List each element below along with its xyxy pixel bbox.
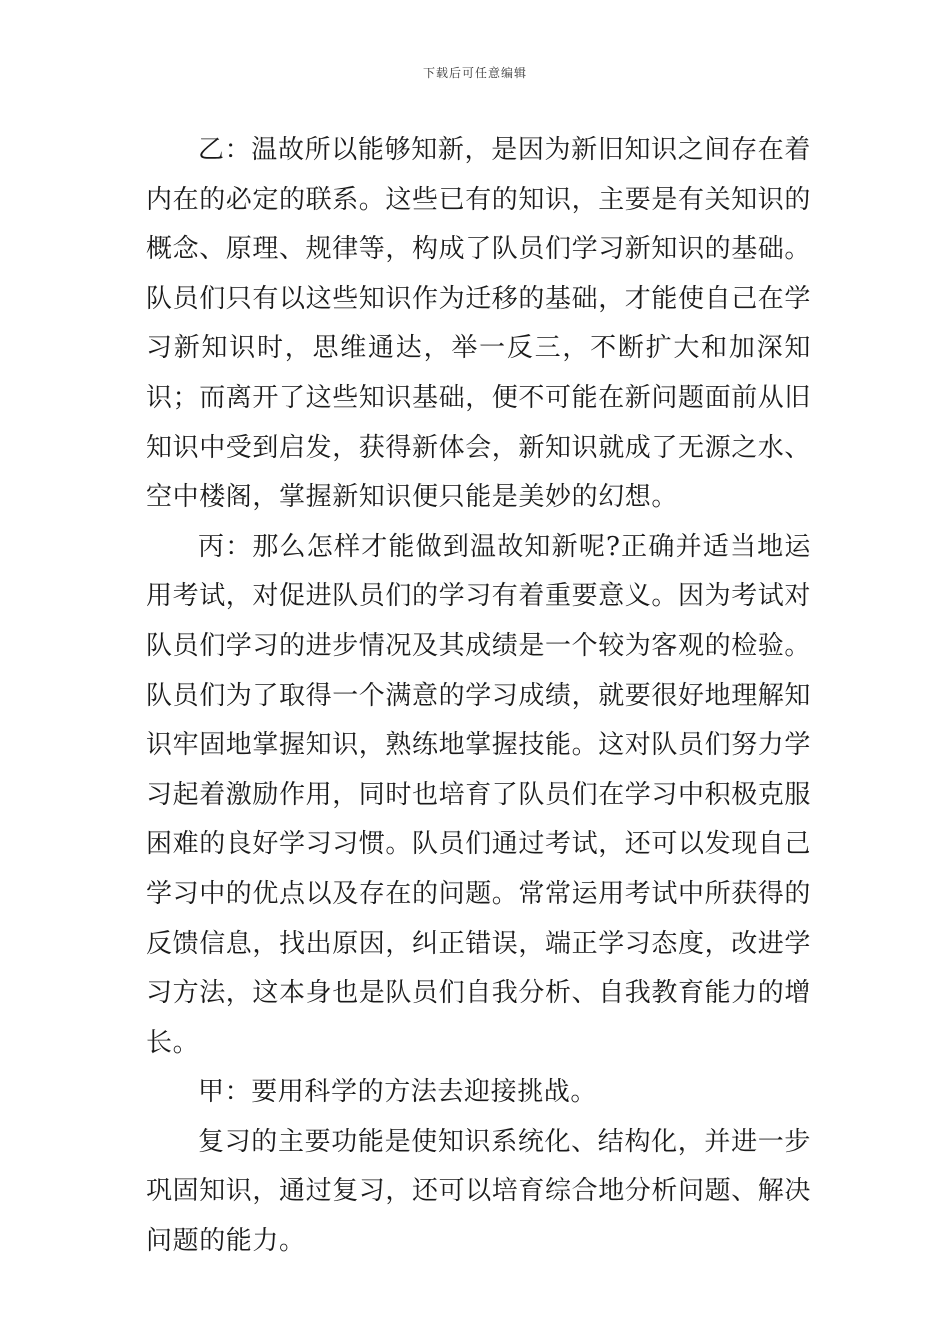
paragraph-jia: 甲：要用科学的方法去迎接挑战。 xyxy=(198,1077,598,1108)
paragraph-yi: 乙：温故所以能够知新，是因为新旧知识之间存在着内在的必定的联系。这些已有的知识，主要是有关知识的概念、原理、规律等，构成了队员们学习新知识的基础。队员们只有以这些知识作为迁移的基础，才能使自己在学习新知识时，思维通达，举一反三，不断扩大和加深知识；而离开了这些知识基础，便不可能在新问题面前从旧知识中受到启发，获得新体会，新知识就成了无源之水、空中楼阁，掌握新知识便只能是美妙的幻想。 xyxy=(146,135,812,513)
page-header: 下载后可任意编辑 xyxy=(422,66,527,80)
paragraph-bing: 丙：那么怎样才能做到温故知新呢?正确并适当地运用考试，对促进队员们的学习有着重要意义。因为考试对队员们学习的进步情况及其成绩是一个较为客观的检验。队员们为了取得一个满意的学习成绩，就要很好地理解知识牢固地掌握知识，熟练地掌握技能。这对队员们努力学习起着激励作用，同时也培育了队员们在学习中积极克服困难的良好学习习惯。队员们通过考试，还可以发现自己学习中的优点以及存在的问题。常常运用考试中所获得的反馈信息，找出原因，纠正错误，端正学习态度，改进学习方法，这本身也是队员们自我分析、自我教育能力的增长。 xyxy=(146,531,812,1058)
paragraph-review: 复习的主要功能是使知识系统化、结构化，并进一步巩固知识，通过复习，还可以培育综合地分析问题、解决问题的能力。 xyxy=(146,1126,812,1257)
document-body xyxy=(146,126,811,1267)
